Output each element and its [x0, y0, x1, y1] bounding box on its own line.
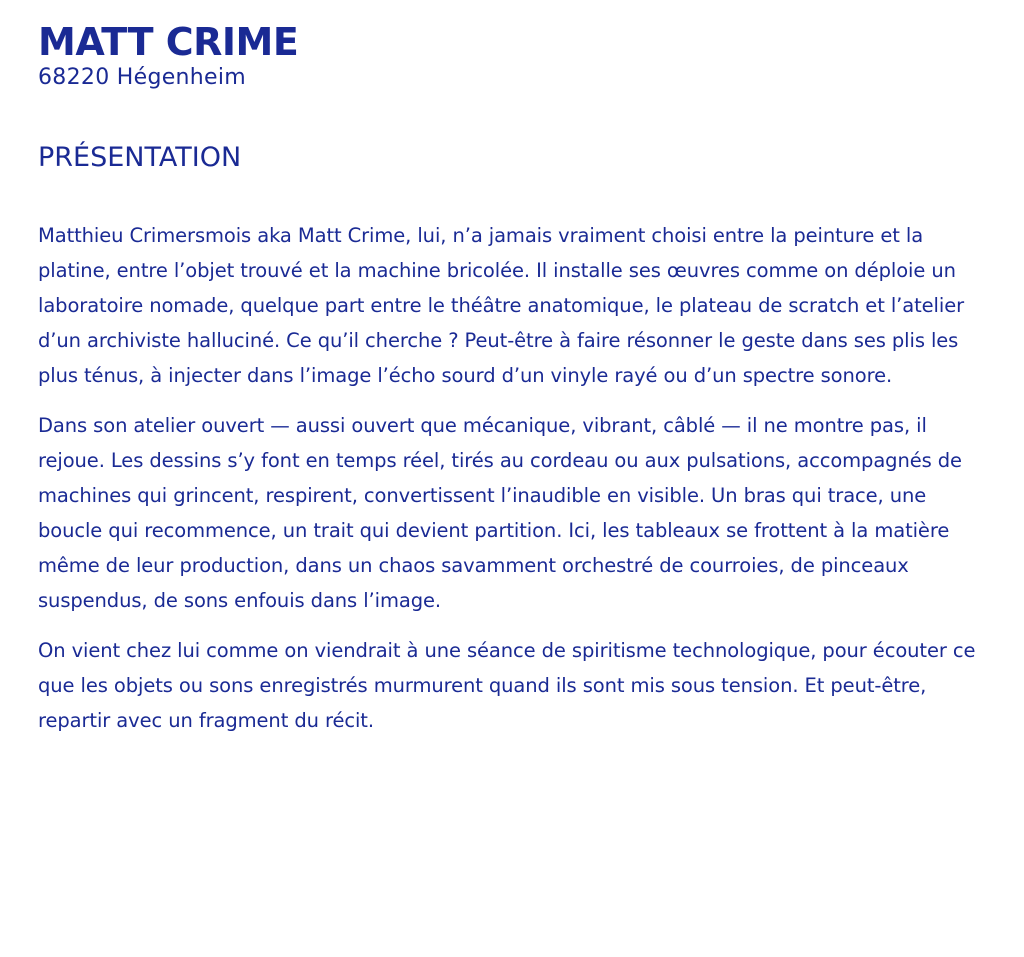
- artist-location: 68220 Hégenheim: [38, 65, 247, 90]
- artist-name: MATT CRIME: [38, 20, 299, 64]
- bio-text: [38, 218, 988, 738]
- bio-paragraph: On vient chez lui comme on viendrait à une séance de spiritisme technologique, pour écouter ce que les objets ou sons enregistrés murmurent quand ils sont mis sous tension. Et peut-être, repartir avec un fragment du récit.: [38, 639, 976, 732]
- bio-paragraph: Matthieu Crimersmois aka Matt Crime, lui, n’a jamais vraiment choisi entre la peinture et la platine, entre l’objet trouvé et la machine bricolée. Il installe ses œuvres comme on déploie un laboratoire nomade, quelque part entre le théâtre anatomique, le plateau de scratch et l’atelier d’un archiviste halluciné. Ce qu’il cherche ? Peut-être à faire résonner le geste dans ses plis les plus ténus, à injecter dans l’image l’écho sourd d’un vinyle rayé ou d’un spectre sonore.: [38, 224, 965, 387]
- bio-paragraph: Dans son atelier ouvert — aussi ouvert que mécanique, vibrant, câblé — il ne montre pas, il rejoue. Les dessins s’y font en temps réel, tirés au cordeau ou aux pulsations, accompagnés de machines qui grincent, respirent, convertissent l’inaudible en visible. Un bras qui trace, une boucle qui recommence, un trait qui devient partition. Ici, les tableaux se frottent à la matière même de leur production, dans un chaos savamment orchestré de courroies, de pinceaux suspendus, de sons enfouis dans l’image.: [38, 414, 962, 612]
- section-title: PRÉSENTATION: [38, 142, 242, 173]
